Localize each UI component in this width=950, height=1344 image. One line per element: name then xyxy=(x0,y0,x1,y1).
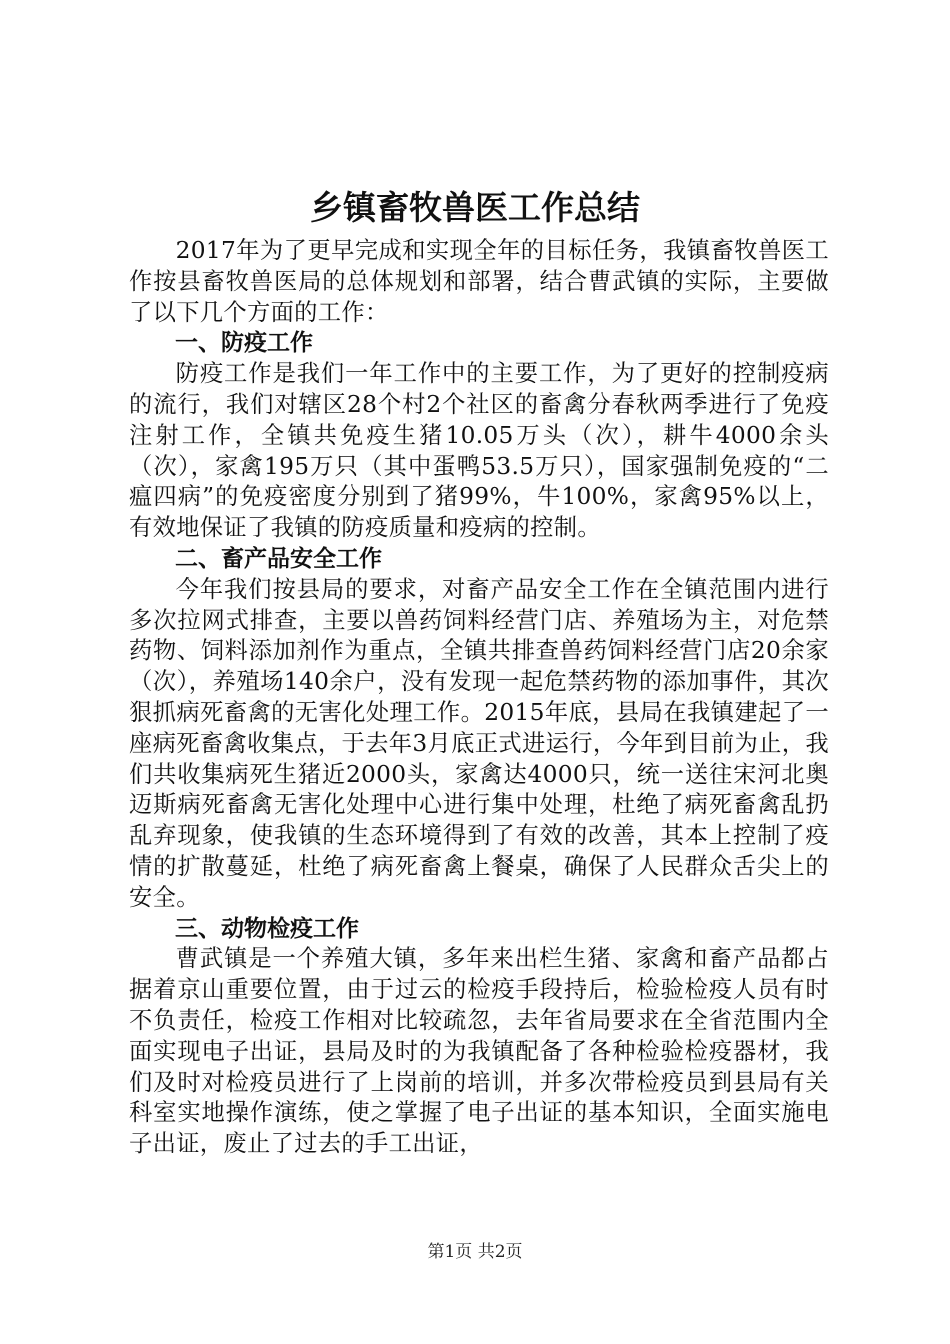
section-heading-epidemic-prevention: 一、防疫工作 xyxy=(175,330,313,357)
section-body-product-safety: 今年我们按县局的要求，对畜产品安全工作在全镇范围内进行多次拉网式排查，主要以兽药饲料经营门店、养殖场为主，对危禁药物、饲料添加剂作为重点，全镇共排查兽药饲料经营门店20余家（次），养殖场140余户，没有发现一起危禁药物的添加事件，其次狠抓病死畜禽的无害化处理工作。2015年底，县局在我镇建起了一座病死畜禽收集点，于去年3月底正式进运行，今年到目前为止，我们共收集病死生猪近2000头，家禽达4000只，统一送往宋河北奥迈斯病死畜禽无害化处理中心进行集中处理，杜绝了病死畜禽乱扔乱弃现象，使我镇的生态环境得到了有效的改善，其本上控制了疫情的扩散蔓延，杜绝了病死畜禽上餐桌，确保了人民群众舌尖上的安全。 xyxy=(129,575,829,911)
section-body-epidemic-prevention: 防疫工作是我们一年工作中的主要工作，为了更好的控制疫病的流行，我们对辖区28个村2个社区的畜禽分春秋两季进行了免疫注射工作，全镇共免疫生猪10.05万头（次），耕牛4000余头（次），家禽195万只（其中蛋鸭53.5万只），国家强制免疫的“二瘟四病”的免疫密度分别到了猪99%，牛100%，家禽95%以上，有效地保证了我镇的防疫质量和疫病的控制。 xyxy=(129,360,829,542)
page-title: 乡镇畜牧兽医工作总结 xyxy=(310,188,640,227)
intro-paragraph: 2017年为了更早完成和实现全年的目标任务，我镇畜牧兽医工作按县畜牧兽医局的总体规划和部署，结合曹武镇的实际，主要做了以下几个方面的工作： xyxy=(129,237,829,326)
section-heading-animal-quarantine: 三、动物检疫工作 xyxy=(175,915,359,942)
page-footer: 第1页 共2页 xyxy=(427,1242,523,1262)
section-heading-product-safety: 二、畜产品安全工作 xyxy=(175,545,382,572)
document-body xyxy=(129,236,829,1160)
section-body-animal-quarantine: 曹武镇是一个养殖大镇，多年来出栏生猪、家禽和畜产品都占据着京山重要位置，由于过云的检疫手段持后，检验检疫人员有时不负责任，检疫工作相对比较疏忽，去年省局要求在全省范围内全面实现电子出证，县局及时的为我镇配备了各种检验检疫器材，我们及时对检疫员进行了上岗前的培训，并多次带检疫员到县局有关科室实地操作演练，使之掌握了电子出证的基本知识，全面实施电子出证，废止了过去的手工出证， xyxy=(129,945,829,1158)
